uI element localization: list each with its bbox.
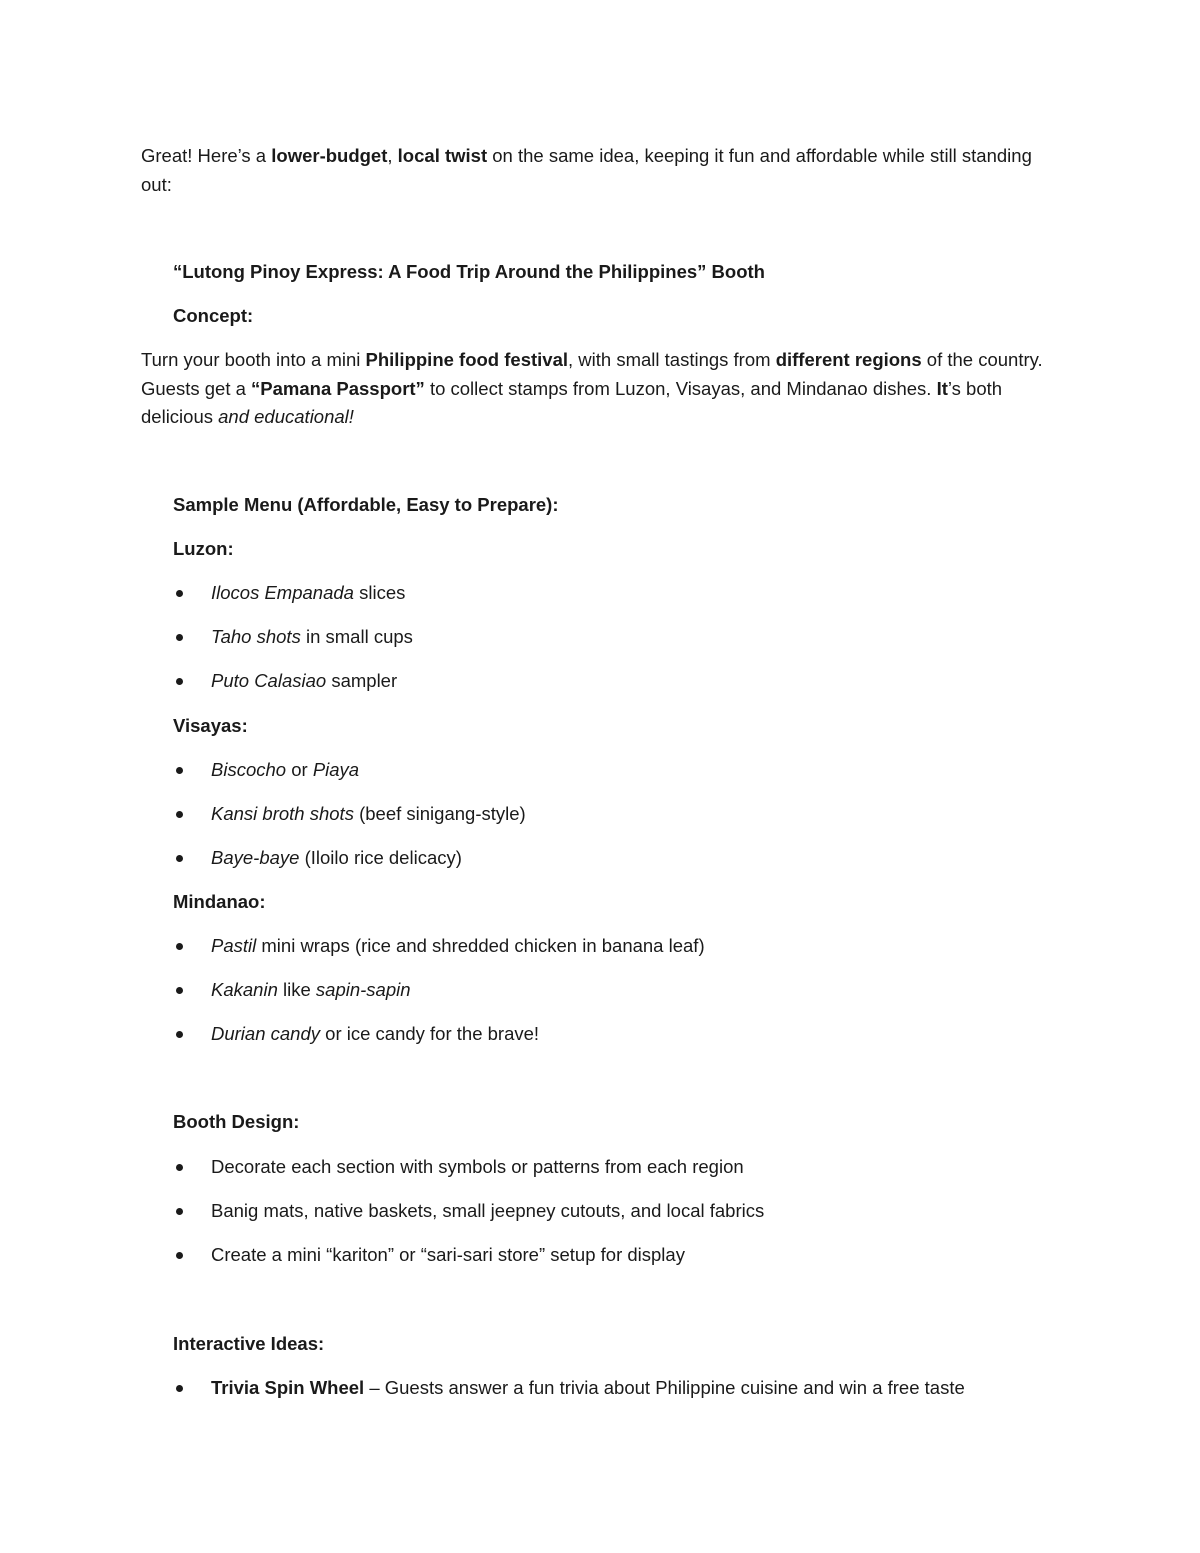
dish-name: Taho shots	[211, 626, 301, 648]
dish-detail: slices	[353, 582, 406, 603]
intro-text: on the same idea, keeping it fun and affordable while still standing out:	[141, 145, 1032, 195]
mindanao-heading: Mindanao:	[173, 891, 266, 912]
luzon-heading: Luzon:	[173, 538, 234, 559]
list-item	[173, 1197, 1073, 1241]
luzon-list	[173, 579, 1073, 712]
concept-bold: different regions	[775, 349, 922, 370]
dish-detail: or	[286, 759, 313, 780]
menu-heading: Sample Menu (Affordable, Easy to Prepare):	[173, 494, 559, 515]
list-item	[173, 800, 1073, 844]
concept-heading: Concept:	[173, 305, 254, 326]
intro-text: Great! Here’s a	[141, 145, 272, 166]
bullet-icon	[176, 1164, 183, 1171]
idea-name: Trivia Spin Wheel	[211, 1377, 365, 1398]
dish-name: Kakanin	[211, 979, 278, 1001]
dish-name: Pastil	[211, 935, 257, 956]
design-item-text: Decorate each section with symbols or patterns from each region	[211, 1156, 744, 1177]
list-item	[173, 579, 1073, 623]
bullet-icon	[176, 1252, 183, 1259]
bullet-icon	[176, 590, 183, 597]
bullet-icon	[176, 634, 183, 641]
interactive-list	[173, 1374, 1073, 1418]
design-item-text: Banig mats, native baskets, small jeepney cutouts, and local fabrics	[211, 1200, 765, 1222]
design-list	[173, 1153, 1073, 1286]
dish-detail: in small cups	[300, 626, 413, 648]
dish-detail: sampler	[326, 670, 398, 692]
dish-name: Piaya	[312, 759, 360, 780]
visayas-list	[173, 756, 1073, 889]
bullet-icon	[176, 767, 183, 774]
visayas-heading: Visayas:	[173, 715, 248, 736]
bullet-icon	[176, 987, 183, 994]
dish-name: Biscocho	[211, 759, 287, 780]
design-heading: Booth Design:	[173, 1111, 300, 1132]
dish-name: Ilocos Empanada	[211, 582, 354, 603]
list-item	[173, 623, 1073, 667]
mindanao-list	[173, 932, 1073, 1065]
concept-bold-passport: “Pamana Passport”	[251, 377, 425, 399]
bullet-icon	[176, 678, 183, 685]
bullet-icon	[176, 1385, 183, 1392]
concept-text: Turn your booth into a mini	[141, 349, 366, 370]
bullet-icon	[176, 1031, 183, 1038]
concept-italic: and educational!	[218, 406, 354, 427]
list-item	[173, 756, 1073, 800]
dish-detail: (Iloilo rice delicacy)	[299, 847, 462, 869]
list-item	[173, 976, 1073, 1020]
list-item	[173, 1241, 1073, 1285]
list-item	[173, 1374, 1073, 1418]
bullet-icon	[176, 1208, 183, 1215]
dish-name: Durian candy	[211, 1023, 321, 1045]
intro-bold-local-twist: local twist	[397, 145, 488, 166]
intro-paragraph	[141, 142, 1061, 199]
bullet-icon	[176, 811, 183, 818]
dish-detail: or ice candy for the brave!	[320, 1023, 540, 1045]
dish-name: Kansi broth shots	[211, 803, 354, 825]
concept-text: ’s both delicious	[141, 377, 1003, 427]
dish-name: sapin-sapin	[315, 979, 411, 1001]
concept-bold: Philippine food festival	[365, 349, 569, 370]
intro-bold-lower-budget: lower-budget	[271, 145, 388, 166]
list-item	[173, 932, 1073, 976]
list-item	[173, 844, 1073, 888]
concept-paragraph	[141, 346, 1071, 432]
concept-text: of the country. Guests get a	[141, 349, 1043, 399]
idea-detail: – Guests answer a fun trivia about Philippine cuisine and win a free taste	[364, 1377, 965, 1398]
concept-bold: It	[936, 377, 948, 399]
concept-text: , with small tastings from	[568, 349, 776, 370]
interactive-heading: Interactive Ideas:	[173, 1333, 325, 1354]
dish-name: Baye-baye	[211, 847, 300, 869]
bullet-icon	[176, 943, 183, 950]
list-item	[173, 1020, 1073, 1064]
dish-detail: (beef sinigang-style)	[353, 803, 526, 825]
dish-name: Puto Calasiao	[211, 670, 327, 692]
dish-detail: mini wraps (rice and shredded chicken in banana leaf)	[256, 935, 705, 956]
list-item	[173, 1153, 1073, 1197]
dish-detail: like	[277, 979, 316, 1001]
concept-text: to collect stamps from Luzon, Visayas, and Mindanao dishes.	[424, 377, 937, 399]
intro-text: ,	[387, 145, 398, 166]
bullet-icon	[176, 855, 183, 862]
list-item	[173, 667, 1073, 711]
booth-title: “Lutong Pinoy Express: A Food Trip Around the Philippines” Booth	[173, 261, 765, 282]
design-item-text: Create a mini “kariton” or “sari-sari store” setup for display	[211, 1244, 685, 1266]
